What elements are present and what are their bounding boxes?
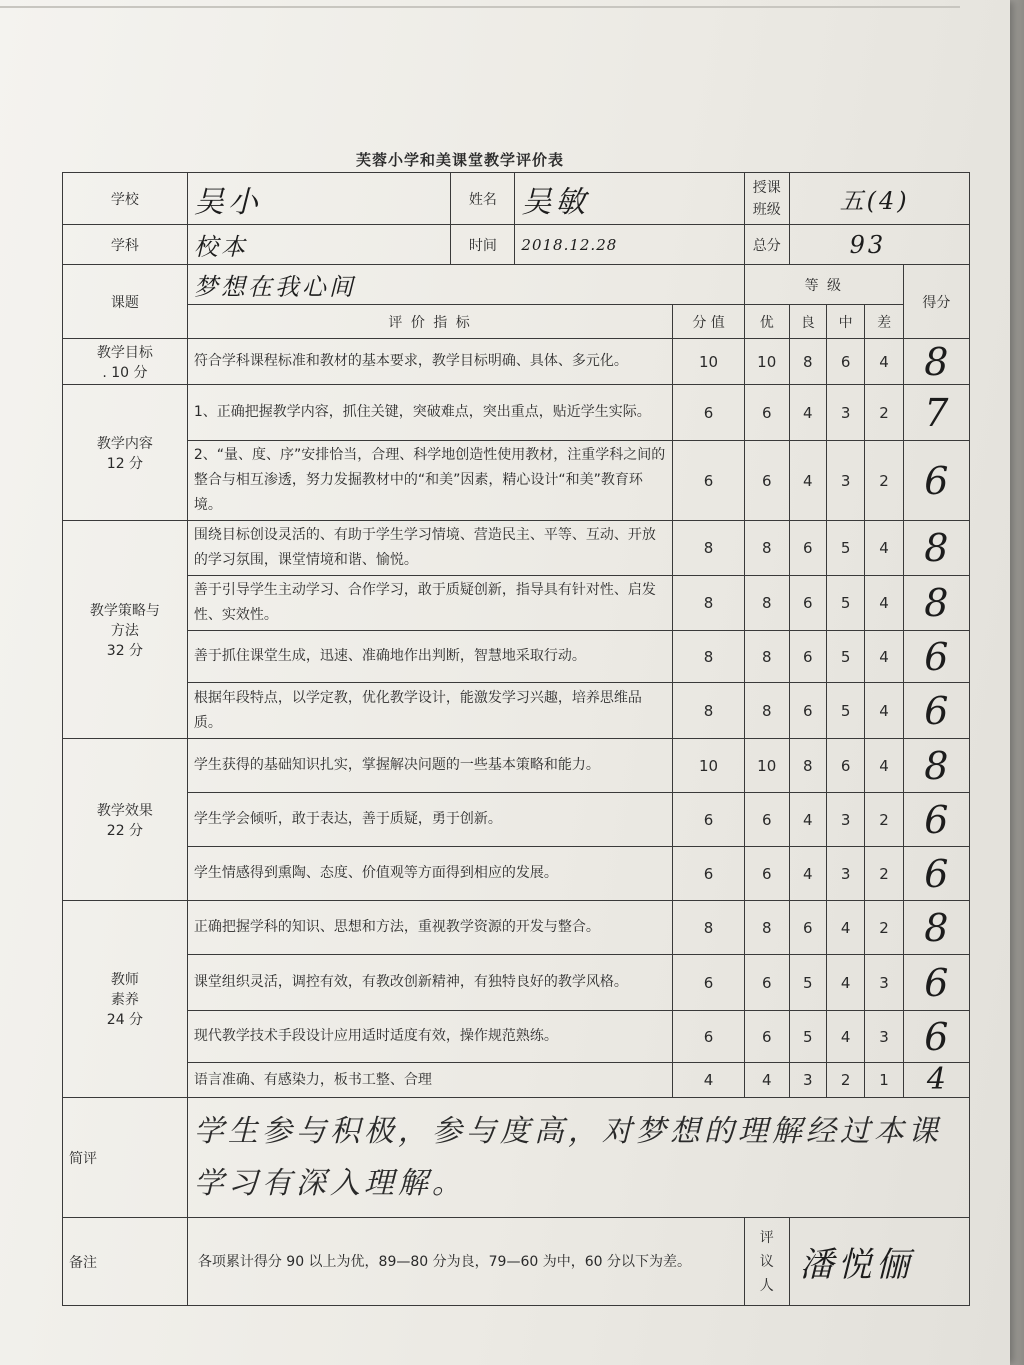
criterion-text: 2、“量、度、序”安排恰当，合理、科学地创造性使用教材，注重学科之间的整合与相互渗透，努力发掘教材中的“和美”因素，精心设计“和美”教育环境。 bbox=[187, 441, 672, 521]
subject-value: 校本 bbox=[187, 225, 451, 265]
criterion-medium: 3 bbox=[826, 441, 864, 521]
criterion-poor: 2 bbox=[865, 847, 903, 901]
category-points: 24 分 bbox=[106, 1012, 144, 1028]
criterion-text: 课堂组织灵活，调控有效，有教改创新精神，有独特良好的教学风格。 bbox=[187, 955, 672, 1011]
review-line-1: 学生参与积极，参与度高，对梦想的理解经过本课 bbox=[193, 1113, 942, 1149]
criterion-text: 学生获得的基础知识扎实，掌握解决问题的一些基本策略和能力。 bbox=[187, 739, 672, 793]
criterion-excellent: 6 bbox=[744, 955, 789, 1011]
evaluation-table bbox=[62, 172, 970, 1306]
criterion-medium: 4 bbox=[826, 955, 864, 1011]
criterion-good: 8 bbox=[789, 339, 826, 385]
category-points: . 10 分 bbox=[102, 364, 148, 381]
class-label bbox=[744, 173, 789, 225]
evaluator-char-1: 评 bbox=[759, 1229, 774, 1246]
criterion-row bbox=[63, 385, 970, 441]
review-row bbox=[63, 1098, 970, 1218]
criterion-text: 学生学会倾听，敢于表达，善于质疑，勇于创新。 bbox=[187, 793, 672, 847]
indicators-header: 评 价 指 标 bbox=[187, 305, 672, 339]
criterion-text: 善于引导学生主动学习、合作学习，敢于质疑创新，指导具有针对性、启发性、实效性。 bbox=[187, 576, 672, 631]
criterion-excellent: 8 bbox=[744, 521, 789, 576]
criterion-row bbox=[63, 521, 970, 576]
criterion-medium: 3 bbox=[826, 793, 864, 847]
criterion-row bbox=[63, 793, 970, 847]
criterion-good: 4 bbox=[789, 847, 826, 901]
criterion-score: 6 bbox=[903, 631, 969, 683]
criterion-medium: 4 bbox=[826, 901, 864, 955]
time-label: 时间 bbox=[451, 225, 515, 265]
evaluator-label bbox=[744, 1218, 789, 1306]
evaluator-char-3: 人 bbox=[759, 1277, 774, 1294]
criterion-good: 4 bbox=[789, 441, 826, 521]
criterion-value: 6 bbox=[673, 1011, 744, 1063]
criterion-good: 6 bbox=[789, 901, 826, 955]
excellent-header: 优 bbox=[744, 305, 789, 339]
criterion-medium: 2 bbox=[826, 1063, 864, 1098]
evaluator-signature: 潘悦俪 bbox=[789, 1218, 969, 1306]
time-value: 2018.12.28 bbox=[515, 225, 744, 265]
criterion-good: 6 bbox=[789, 631, 826, 683]
good-header: 良 bbox=[789, 305, 826, 339]
criterion-value: 8 bbox=[673, 576, 744, 631]
criterion-text: 善于抓住课堂生成，迅速、准确地作出判断，智慧地采取行动。 bbox=[187, 631, 672, 683]
criterion-row bbox=[63, 901, 970, 955]
name-value: 吴敏 bbox=[515, 173, 744, 225]
criterion-row bbox=[63, 339, 970, 385]
criterion-score: 6 bbox=[903, 955, 969, 1011]
criterion-excellent: 6 bbox=[744, 385, 789, 441]
criterion-excellent: 6 bbox=[744, 793, 789, 847]
info-row-1 bbox=[63, 173, 970, 225]
criterion-excellent: 8 bbox=[744, 683, 789, 739]
criterion-value: 8 bbox=[673, 521, 744, 576]
grade-header: 等 级 bbox=[744, 265, 903, 305]
criterion-excellent: 6 bbox=[744, 1011, 789, 1063]
criterion-row bbox=[63, 631, 970, 683]
criterion-medium: 4 bbox=[826, 1011, 864, 1063]
criterion-excellent: 8 bbox=[744, 631, 789, 683]
criterion-poor: 4 bbox=[865, 739, 903, 793]
column-header-row bbox=[63, 305, 970, 339]
class-label-line2: 班级 bbox=[752, 201, 781, 218]
criterion-good: 5 bbox=[789, 955, 826, 1011]
info-row-2 bbox=[63, 225, 970, 265]
criterion-text: 语言准确、有感染力，板书工整、合理 bbox=[187, 1063, 672, 1098]
review-line-2: 学习有深入理解。 bbox=[193, 1165, 466, 1201]
criterion-poor: 4 bbox=[865, 631, 903, 683]
topic-value: 梦想在我心间 bbox=[187, 265, 744, 305]
category-teacher bbox=[63, 901, 188, 1098]
criterion-score: 4 bbox=[903, 1063, 969, 1098]
criterion-score: 6 bbox=[903, 847, 969, 901]
criterion-excellent: 8 bbox=[744, 576, 789, 631]
criterion-value: 6 bbox=[673, 441, 744, 521]
document-title: 芙蓉小学和美课堂教学评价表 bbox=[356, 151, 565, 169]
criterion-good: 6 bbox=[789, 576, 826, 631]
criterion-good: 5 bbox=[789, 1011, 826, 1063]
remarks-label: 备注 bbox=[63, 1218, 188, 1306]
criterion-medium: 5 bbox=[826, 631, 864, 683]
category-goal bbox=[63, 339, 188, 385]
criterion-value: 8 bbox=[673, 901, 744, 955]
criterion-text: 符合学科课程标准和教材的基本要求，教学目标明确、具体、多元化。 bbox=[187, 339, 672, 385]
criterion-text: 根据年段特点，以学定教，优化教学设计，能激发学习兴趣，培养思维品质。 bbox=[187, 683, 672, 739]
class-label-line1: 授课 bbox=[752, 179, 781, 196]
category-points: 32 分 bbox=[106, 642, 144, 659]
criterion-good: 8 bbox=[789, 739, 826, 793]
school-value: 吴小 bbox=[187, 173, 451, 225]
criterion-poor: 2 bbox=[865, 793, 903, 847]
criterion-value: 6 bbox=[673, 385, 744, 441]
criterion-value: 8 bbox=[673, 631, 744, 683]
criterion-value: 6 bbox=[673, 955, 744, 1011]
medium-header: 中 bbox=[826, 305, 864, 339]
criterion-good: 3 bbox=[789, 1063, 826, 1098]
score-header: 得分 bbox=[903, 265, 969, 339]
evaluator-char-2: 议 bbox=[759, 1253, 774, 1270]
criterion-good: 6 bbox=[789, 521, 826, 576]
criterion-text: 现代教学技术手段设计应用适时适度有效，操作规范熟练。 bbox=[187, 1011, 672, 1063]
criterion-row bbox=[63, 441, 970, 521]
criterion-medium: 5 bbox=[826, 576, 864, 631]
criterion-excellent: 6 bbox=[744, 847, 789, 901]
criterion-medium: 3 bbox=[826, 385, 864, 441]
criterion-score: 8 bbox=[903, 576, 969, 631]
criterion-text: 1、正确把握教学内容，抓住关键，突破难点，突出重点，贴近学生实际。 bbox=[187, 385, 672, 441]
criterion-poor: 2 bbox=[865, 901, 903, 955]
remarks-row bbox=[63, 1218, 970, 1306]
criterion-score: 7 bbox=[903, 385, 969, 441]
poor-header: 差 bbox=[865, 305, 903, 339]
criterion-row bbox=[63, 739, 970, 793]
topic-label: 课题 bbox=[63, 265, 188, 339]
criterion-poor: 2 bbox=[865, 385, 903, 441]
category-strategy bbox=[63, 521, 188, 739]
criterion-score: 8 bbox=[903, 739, 969, 793]
class-value: 五(4) bbox=[789, 173, 969, 225]
category-name: 教学策略与 bbox=[89, 602, 160, 619]
category-content bbox=[63, 385, 188, 521]
criterion-value: 6 bbox=[673, 793, 744, 847]
criterion-value: 4 bbox=[673, 1063, 744, 1098]
criterion-score: 6 bbox=[903, 441, 969, 521]
criterion-medium: 3 bbox=[826, 847, 864, 901]
total-value: 93 bbox=[789, 225, 969, 265]
category-name: 教学内容 bbox=[96, 435, 153, 452]
criterion-excellent: 4 bbox=[744, 1063, 789, 1098]
criterion-poor: 2 bbox=[865, 441, 903, 521]
criterion-value: 10 bbox=[673, 339, 744, 385]
subject-label: 学科 bbox=[63, 225, 188, 265]
top-rule bbox=[0, 0, 960, 8]
criterion-text: 学生情感得到熏陶、态度、价值观等方面得到相应的发展。 bbox=[187, 847, 672, 901]
criterion-medium: 5 bbox=[826, 683, 864, 739]
criterion-excellent: 8 bbox=[744, 901, 789, 955]
remarks-text: 各项累计得分 90 以上为优，89—80 分为良，79—60 为中，60 分以下为差。 bbox=[187, 1218, 744, 1306]
criterion-row bbox=[63, 1011, 970, 1063]
review-text bbox=[187, 1098, 969, 1218]
category-points: 22 分 bbox=[106, 822, 144, 839]
criterion-poor: 4 bbox=[865, 339, 903, 385]
criterion-score: 8 bbox=[903, 521, 969, 576]
criterion-excellent: 10 bbox=[744, 739, 789, 793]
criterion-medium: 6 bbox=[826, 339, 864, 385]
school-label: 学校 bbox=[63, 173, 188, 225]
criterion-poor: 4 bbox=[865, 521, 903, 576]
criterion-score: 6 bbox=[903, 1011, 969, 1063]
criterion-value: 10 bbox=[673, 739, 744, 793]
category-name: 教师 bbox=[110, 972, 139, 988]
criterion-text: 围绕目标创设灵活的、有助于学生学习情境、营造民主、平等、互动、开放的学习氛围，课堂情境和谐、愉悦。 bbox=[187, 521, 672, 576]
topic-row bbox=[63, 265, 970, 305]
criterion-poor: 4 bbox=[865, 683, 903, 739]
criterion-poor: 1 bbox=[865, 1063, 903, 1098]
criterion-row bbox=[63, 683, 970, 739]
criterion-text: 正确把握学科的知识、思想和方法，重视教学资源的开发与整合。 bbox=[187, 901, 672, 955]
criterion-medium: 5 bbox=[826, 521, 864, 576]
criterion-row bbox=[63, 576, 970, 631]
criterion-poor: 4 bbox=[865, 576, 903, 631]
criterion-score: 8 bbox=[903, 339, 969, 385]
points-header: 分 值 bbox=[673, 305, 744, 339]
criterion-excellent: 6 bbox=[744, 441, 789, 521]
category-name: 教学效果 bbox=[96, 802, 153, 819]
criterion-score: 8 bbox=[903, 901, 969, 955]
criterion-row bbox=[63, 847, 970, 901]
criterion-poor: 3 bbox=[865, 955, 903, 1011]
criterion-good: 4 bbox=[789, 385, 826, 441]
criterion-good: 6 bbox=[789, 683, 826, 739]
criterion-value: 8 bbox=[673, 683, 744, 739]
criterion-medium: 6 bbox=[826, 739, 864, 793]
category-name: 教学目标 bbox=[96, 344, 153, 361]
total-label: 总分 bbox=[744, 225, 789, 265]
criterion-value: 6 bbox=[673, 847, 744, 901]
category-name-line2: 方法 bbox=[110, 622, 139, 639]
criterion-score: 6 bbox=[903, 793, 969, 847]
category-effect bbox=[63, 739, 188, 901]
review-label: 简评 bbox=[63, 1098, 188, 1218]
criterion-good: 4 bbox=[789, 793, 826, 847]
criterion-excellent: 10 bbox=[744, 339, 789, 385]
name-label: 姓名 bbox=[451, 173, 515, 225]
criterion-poor: 3 bbox=[865, 1011, 903, 1063]
category-points: 12 分 bbox=[106, 455, 144, 472]
criterion-row bbox=[63, 1063, 970, 1098]
category-name-line2: 素养 bbox=[110, 992, 139, 1008]
criterion-score: 6 bbox=[903, 683, 969, 739]
criterion-row bbox=[63, 955, 970, 1011]
